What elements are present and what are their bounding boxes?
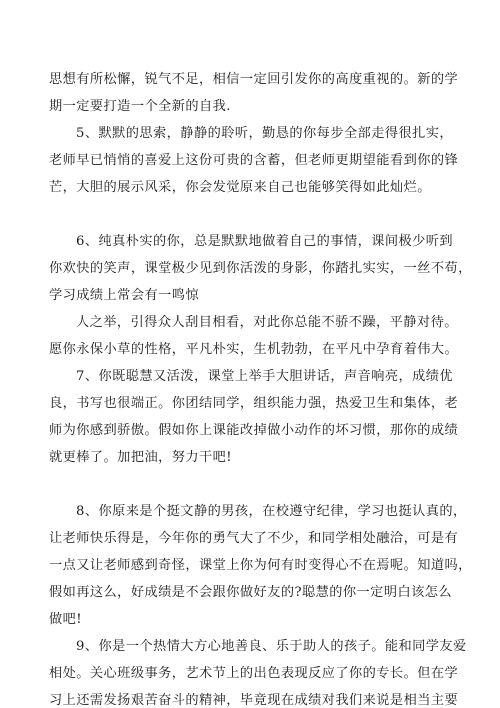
text-line: 习上还需发扬艰苦奋斗的精神，毕竟现在成绩对我们来说是相当主要 — [49, 693, 459, 708]
text-line: 思想有所松懈，锐气不足，相信一定回引发你的高度重视的。新的学 — [49, 72, 459, 87]
text-line: 良，书写也很端正。你团结同学，组织能力强，热爱卫生和集体，老 — [49, 396, 459, 411]
text-line: 一点又让老师感到奇怪，课堂上你为何有时变得心不在焉呢。知道吗， — [49, 558, 472, 573]
text-line: 相处。关心班级事务，艺术节上的出色表现反应了你的专长。但在学 — [49, 666, 459, 681]
text-line: 芒，大胆的展示风采，你会发觉原来自己也能够笑得如此灿烂。 — [49, 180, 431, 195]
text-line: 5、默默的思索，静静的聆听，勤恳的你每步全部走得很扎实， — [76, 126, 454, 141]
text-line: 愿你永保小草的性格，平凡朴实，生机勃勃，在平凡中孕育着伟大。 — [49, 342, 459, 357]
text-line: 做吧! — [49, 612, 83, 627]
text-line: 7、你既聪慧又活泼，课堂上举手大胆讲话，声音响亮，成绩优 — [76, 369, 454, 384]
text-line: 6、纯真朴实的你，总是默默地做着自己的事情，课间极少听到 — [76, 234, 454, 249]
text-line: 期一定要打造一个全新的自我. — [49, 99, 231, 114]
text-line: 你欢快的笑声，课堂极少见到你活泼的身影，你踏扎实实，一丝不苟， — [49, 261, 472, 276]
text-line: 假如再这么，好成绩是不会跟你做好友的?聪慧的你一定明白该怎么 — [49, 585, 453, 600]
text-line: 8、你原来是个挺文静的男孩，在校遵守纪律，学习也挺认真的， — [76, 504, 467, 519]
text-line: 人之举，引得众人刮目相看，对此你总能不骄不躁，平静对待。 — [76, 315, 458, 330]
text-line: 学习成绩上常会有一鸣惊 — [49, 288, 200, 303]
text-line: 老师早已悄悄的喜爱上这份可贵的含蓄，但老师更期望能看到你的锋 — [49, 153, 459, 168]
text-line: 让老师快乐得是，今年你的勇气大了不少，和同学相处融洽，可是有 — [49, 531, 459, 546]
text-line: 9、你是一个热情大方心地善良、乐于助人的孩子。能和同学友爱 — [76, 639, 467, 654]
text-line: 师为你感到骄傲。假如你上课能改掉做小动作的坏习惯，那你的成绩 — [49, 423, 459, 438]
text-line: 就更棒了。加把油，努力干吧! — [49, 450, 233, 465]
